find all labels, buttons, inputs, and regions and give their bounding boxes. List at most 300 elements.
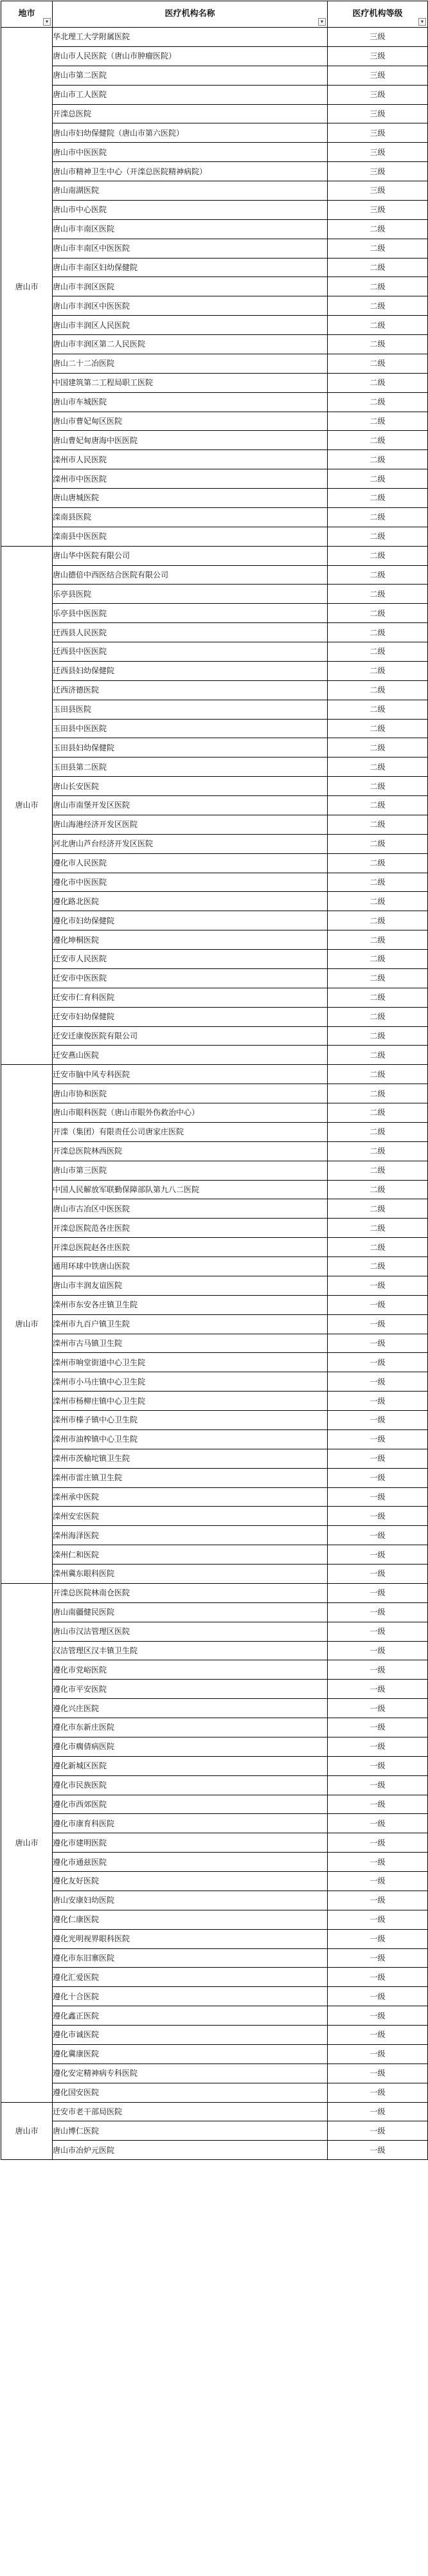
hospital-level-cell[interactable]: 二级 bbox=[328, 815, 428, 834]
table-row bbox=[1, 46, 428, 66]
table-row bbox=[1, 777, 428, 796]
hospital-name-cell[interactable]: 唐山市车城医院 bbox=[53, 392, 328, 412]
hospital-level-cell[interactable]: 二级 bbox=[328, 1257, 428, 1276]
hospital-level-cell[interactable]: 一级 bbox=[328, 2006, 428, 2026]
hospital-name-cell[interactable]: 唐山市妇幼保健院（唐山市第六医院） bbox=[53, 123, 328, 143]
hospital-level-cell[interactable]: 三级 bbox=[328, 28, 428, 47]
hospital-name-cell[interactable]: 滦州市响堂街道中心卫生院 bbox=[53, 1353, 328, 1372]
hospital-name-cell[interactable]: 唐山市南堡开发区医院 bbox=[53, 796, 328, 815]
hospital-name-cell[interactable]: 唐山德倍中西医结合医院有限公司 bbox=[53, 565, 328, 585]
hospital-name-cell[interactable]: 唐山南疆健民医院 bbox=[53, 1602, 328, 1622]
table-row bbox=[1, 1334, 428, 1353]
hospital-level-cell[interactable]: 二级 bbox=[328, 373, 428, 392]
dropdown-filter-icon[interactable]: ▾ bbox=[418, 18, 426, 26]
hospital-level-cell[interactable]: 三级 bbox=[328, 123, 428, 143]
hospital-level-cell[interactable]: 二级 bbox=[328, 507, 428, 527]
table-row bbox=[1, 1257, 428, 1276]
hospital-level-cell[interactable]: 一级 bbox=[328, 1718, 428, 1737]
hospital-name-cell[interactable]: 唐山市丰润区中医医院 bbox=[53, 296, 328, 316]
table-row bbox=[1, 1219, 428, 1238]
header-level[interactable] bbox=[328, 1, 428, 28]
table-row bbox=[1, 968, 428, 988]
hospital-name-cell[interactable]: 滦州市古马镇卫生院 bbox=[53, 1334, 328, 1353]
table-row bbox=[1, 1891, 428, 1910]
table-row bbox=[1, 1756, 428, 1775]
hospital-name-cell[interactable]: 遵化市妇幼保健院 bbox=[53, 911, 328, 930]
hospital-level-cell[interactable]: 二级 bbox=[328, 1161, 428, 1180]
hospital-name-cell[interactable]: 开滦（集团）有限责任公司唐家庄医院 bbox=[53, 1122, 328, 1141]
table-row bbox=[1, 450, 428, 469]
table-row bbox=[1, 661, 428, 680]
table-row bbox=[1, 738, 428, 757]
table-row bbox=[1, 1660, 428, 1680]
hospital-name-cell[interactable]: 滦州市中医医院 bbox=[53, 469, 328, 489]
hospital-level-cell[interactable]: 一级 bbox=[328, 1968, 428, 1987]
hospital-level-cell[interactable]: 一级 bbox=[328, 1795, 428, 1814]
hospital-name-cell[interactable]: 唐山市中医医院 bbox=[53, 143, 328, 162]
hospital-name-cell[interactable]: 唐山市丰南区中医医院 bbox=[53, 239, 328, 258]
table-row bbox=[1, 219, 428, 239]
hospital-name-cell[interactable]: 滦州市东安各庄镇卫生院 bbox=[53, 1295, 328, 1314]
hospital-name-cell[interactable]: 唐山市第三医院 bbox=[53, 1161, 328, 1180]
hospital-level-cell[interactable]: 二级 bbox=[328, 661, 428, 680]
hospital-level-cell[interactable]: 二级 bbox=[328, 527, 428, 546]
table-row bbox=[1, 1795, 428, 1814]
hospital-name-cell[interactable]: 唐山市人民医院（唐山市肿瘤医院） bbox=[53, 46, 328, 66]
hospital-name-cell[interactable]: 唐山长安医院 bbox=[53, 777, 328, 796]
table-row bbox=[1, 700, 428, 719]
hospital-level-cell[interactable]: 二级 bbox=[328, 1007, 428, 1026]
hospital-level-cell[interactable]: 一级 bbox=[328, 1565, 428, 1584]
hospital-name-cell[interactable]: 唐山市汉沽管理区医院 bbox=[53, 1622, 328, 1641]
hospital-level-cell[interactable]: 一级 bbox=[328, 1775, 428, 1795]
hospital-name-cell[interactable]: 遵化市瘸倩病医院 bbox=[53, 1737, 328, 1756]
hospital-name-cell[interactable]: 迁安市仁育科医院 bbox=[53, 988, 328, 1007]
hospital-level-cell[interactable]: 二级 bbox=[328, 623, 428, 642]
hospital-level-cell[interactable]: 二级 bbox=[328, 392, 428, 412]
hospital-level-cell[interactable]: 一级 bbox=[328, 1622, 428, 1641]
table-row bbox=[1, 1084, 428, 1103]
header-region[interactable] bbox=[1, 1, 53, 28]
hospital-level-cell[interactable]: 三级 bbox=[328, 143, 428, 162]
hospital-name-cell[interactable]: 遵化市平安医院 bbox=[53, 1680, 328, 1699]
table-row bbox=[1, 604, 428, 623]
city-cell[interactable]: 唐山市 bbox=[1, 1583, 53, 2102]
hospital-name-cell[interactable]: 开滦总医院赵各庄医院 bbox=[53, 1238, 328, 1257]
hospital-level-cell[interactable]: 二级 bbox=[328, 1065, 428, 1084]
hospital-level-cell[interactable]: 三级 bbox=[328, 104, 428, 123]
hospital-name-cell[interactable]: 唐山市古冶区中医医院 bbox=[53, 1199, 328, 1219]
hospital-level-cell[interactable]: 二级 bbox=[328, 738, 428, 757]
table-row bbox=[1, 2121, 428, 2141]
hospital-name-cell[interactable]: 遵化仁康医院 bbox=[53, 1910, 328, 1929]
table-row bbox=[1, 1872, 428, 1891]
table-row bbox=[1, 680, 428, 700]
hospital-name-cell[interactable]: 迁安迁康俊医院有限公司 bbox=[53, 1026, 328, 1046]
hospital-level-cell[interactable]: 二级 bbox=[328, 277, 428, 296]
hospital-name-cell[interactable]: 遵化市康育科医院 bbox=[53, 1814, 328, 1833]
hospital-level-cell[interactable]: 二级 bbox=[328, 796, 428, 815]
table-row bbox=[1, 1833, 428, 1853]
hospital-name-cell[interactable]: 遵化坤桐医院 bbox=[53, 930, 328, 950]
hospital-name-cell[interactable]: 唐山博仁医院 bbox=[53, 2121, 328, 2141]
hospital-name-cell[interactable]: 唐山市中心医院 bbox=[53, 200, 328, 219]
hospital-name-cell[interactable]: 唐山市眼科医院（唐山市眼外伤救治中心） bbox=[53, 1103, 328, 1123]
hospital-level-cell[interactable]: 一级 bbox=[328, 1602, 428, 1622]
hospital-name-cell[interactable]: 遵化新城区医院 bbox=[53, 1756, 328, 1775]
hospital-level-cell[interactable]: 二级 bbox=[328, 1084, 428, 1103]
hospital-level-cell[interactable]: 一级 bbox=[328, 1314, 428, 1334]
table-row bbox=[1, 988, 428, 1007]
hospital-level-cell[interactable]: 二级 bbox=[328, 431, 428, 450]
hospital-name-cell[interactable]: 玉田县妇幼保健院 bbox=[53, 738, 328, 757]
hospital-level-cell[interactable]: 一级 bbox=[328, 1833, 428, 1853]
hospital-level-cell[interactable]: 二级 bbox=[328, 1199, 428, 1219]
city-cell[interactable]: 唐山市 bbox=[1, 28, 53, 547]
hospital-name-cell[interactable]: 迁西济德医院 bbox=[53, 680, 328, 700]
hospital-name-cell[interactable]: 遵化市东旧寨医院 bbox=[53, 1948, 328, 1968]
hospital-level-cell[interactable]: 一级 bbox=[328, 1737, 428, 1756]
hospital-level-cell[interactable]: 二级 bbox=[328, 412, 428, 431]
hospital-name-cell[interactable]: 唐山二十二冶医院 bbox=[53, 354, 328, 373]
hospital-name-cell[interactable]: 遵化市通兹医院 bbox=[53, 1853, 328, 1872]
table-row bbox=[1, 1295, 428, 1314]
hospital-name-cell[interactable]: 滦州市茨榆坨镇卫生院 bbox=[53, 1449, 328, 1468]
hospital-level-cell[interactable]: 一级 bbox=[328, 1276, 428, 1295]
hospital-name-cell[interactable]: 唐山安康妇幼医院 bbox=[53, 1891, 328, 1910]
hospital-name-cell[interactable]: 唐山市冶炉元医院 bbox=[53, 2141, 328, 2160]
hospital-name-cell[interactable]: 玉田县医院 bbox=[53, 700, 328, 719]
hospital-name-cell[interactable]: 滦州市人民医院 bbox=[53, 450, 328, 469]
hospital-name-cell[interactable]: 唐山唐城医院 bbox=[53, 489, 328, 508]
hospital-level-cell[interactable]: 二级 bbox=[328, 258, 428, 277]
hospital-level-cell[interactable]: 二级 bbox=[328, 335, 428, 354]
hospital-level-cell[interactable]: 一级 bbox=[328, 1660, 428, 1680]
hospital-name-cell[interactable]: 唐山曹妃甸唐海中医医院 bbox=[53, 431, 328, 450]
hospital-level-cell[interactable]: 二级 bbox=[328, 930, 428, 950]
table-row bbox=[1, 527, 428, 546]
hospital-level-cell[interactable]: 一级 bbox=[328, 1334, 428, 1353]
hospital-level-cell[interactable]: 一级 bbox=[328, 1295, 428, 1314]
hospital-level-cell[interactable]: 一级 bbox=[328, 2026, 428, 2045]
hospital-level-cell[interactable]: 二级 bbox=[328, 1238, 428, 1257]
hospital-name-cell[interactable]: 唐山市丰润友谊医院 bbox=[53, 1276, 328, 1295]
table-row bbox=[1, 123, 428, 143]
table-row bbox=[1, 1737, 428, 1756]
hospital-level-cell[interactable]: 一级 bbox=[328, 1891, 428, 1910]
hospital-level-cell[interactable]: 二级 bbox=[328, 719, 428, 738]
hospital-name-cell[interactable]: 迁西县人民医院 bbox=[53, 623, 328, 642]
hospital-name-cell[interactable]: 遵化市民族医院 bbox=[53, 1775, 328, 1795]
table-row bbox=[1, 2044, 428, 2064]
hospital-level-cell[interactable]: 二级 bbox=[328, 219, 428, 239]
hospital-name-cell[interactable]: 唐山市丰润区人民医院 bbox=[53, 316, 328, 335]
hospital-level-cell[interactable]: 二级 bbox=[328, 834, 428, 853]
hospital-name-cell[interactable]: 唐山市第二医院 bbox=[53, 66, 328, 85]
hospital-name-cell[interactable]: 唐山市丰润区医院 bbox=[53, 277, 328, 296]
hospital-name-cell[interactable]: 迁安市妇幼保健院 bbox=[53, 1007, 328, 1026]
header-name[interactable] bbox=[53, 1, 328, 28]
hospital-name-cell[interactable]: 通用环球中铁唐山医院 bbox=[53, 1257, 328, 1276]
table-row bbox=[1, 796, 428, 815]
hospital-name-cell[interactable]: 遵化光明视界眼科医院 bbox=[53, 1929, 328, 1948]
hospital-level-cell[interactable]: 一级 bbox=[328, 2064, 428, 2083]
hospital-name-cell[interactable]: 滦州市雷庄镇卫生院 bbox=[53, 1468, 328, 1487]
hospital-level-cell[interactable]: 二级 bbox=[328, 1103, 428, 1123]
table-row bbox=[1, 1449, 428, 1468]
hospital-name-cell[interactable]: 华北理工大学附属医院 bbox=[53, 28, 328, 47]
hospital-level-cell[interactable]: 一级 bbox=[328, 1411, 428, 1430]
table-row bbox=[1, 1987, 428, 2006]
table-row bbox=[1, 1565, 428, 1584]
table-row bbox=[1, 66, 428, 85]
hospital-name-cell[interactable]: 中国人民解放军联勤保障部队第九八二医院 bbox=[53, 1180, 328, 1199]
hospital-name-cell[interactable]: 滦州海泽医院 bbox=[53, 1526, 328, 1545]
hospital-level-cell[interactable]: 一级 bbox=[328, 1468, 428, 1487]
hospital-name-cell[interactable]: 滦南县中医医院 bbox=[53, 527, 328, 546]
table-row bbox=[1, 1641, 428, 1660]
hospital-name-cell[interactable]: 遵化市西郊医院 bbox=[53, 1795, 328, 1814]
hospital-name-cell[interactable]: 遵化市建明医院 bbox=[53, 1833, 328, 1853]
hospital-level-cell[interactable]: 三级 bbox=[328, 66, 428, 85]
table-row bbox=[1, 1353, 428, 1372]
hospital-level-cell[interactable]: 二级 bbox=[328, 1141, 428, 1161]
hospital-name-cell[interactable]: 遵化冀康医院 bbox=[53, 2044, 328, 2064]
hospital-name-cell[interactable]: 河北唐山芦台经济开发区医院 bbox=[53, 834, 328, 853]
hospital-level-cell[interactable]: 二级 bbox=[328, 680, 428, 700]
hospital-name-cell[interactable]: 遵化路北医院 bbox=[53, 892, 328, 911]
table-row bbox=[1, 431, 428, 450]
hospital-name-cell[interactable]: 迁安市老干部局医院 bbox=[53, 2102, 328, 2121]
hospital-name-cell[interactable]: 唐山市丰南区妇幼保健院 bbox=[53, 258, 328, 277]
hospital-level-cell[interactable]: 一级 bbox=[328, 2044, 428, 2064]
hospital-level-cell[interactable]: 一级 bbox=[328, 1545, 428, 1565]
hospital-name-cell[interactable]: 遵化十合医院 bbox=[53, 1987, 328, 2006]
table-row bbox=[1, 1372, 428, 1392]
hospital-level-cell[interactable]: 二级 bbox=[328, 1180, 428, 1199]
hospital-name-cell[interactable]: 乐亭县医院 bbox=[53, 585, 328, 604]
hospital-name-cell[interactable]: 迁安市脑中风专科医院 bbox=[53, 1065, 328, 1084]
table-row bbox=[1, 2026, 428, 2045]
hospital-level-cell[interactable]: 二级 bbox=[328, 565, 428, 585]
table-row bbox=[1, 1161, 428, 1180]
hospital-level-cell[interactable]: 二级 bbox=[328, 546, 428, 565]
hospital-level-cell[interactable]: 三级 bbox=[328, 85, 428, 104]
hospital-level-cell[interactable]: 二级 bbox=[328, 1219, 428, 1238]
hospital-level-cell[interactable]: 一级 bbox=[328, 1910, 428, 1929]
table-row bbox=[1, 1314, 428, 1334]
hospital-level-cell[interactable]: 二级 bbox=[328, 642, 428, 662]
hospital-level-cell[interactable]: 一级 bbox=[328, 1948, 428, 1968]
dropdown-filter-icon[interactable]: ▾ bbox=[318, 18, 326, 26]
hospital-name-cell[interactable]: 滦州安宏医院 bbox=[53, 1507, 328, 1526]
hospital-name-cell[interactable]: 开滦总医院范各庄医院 bbox=[53, 1219, 328, 1238]
hospital-name-cell[interactable]: 唐山市协和医院 bbox=[53, 1084, 328, 1103]
hospital-name-cell[interactable]: 滦州承中医院 bbox=[53, 1487, 328, 1507]
table-row bbox=[1, 162, 428, 181]
hospital-name-cell[interactable]: 唐山市精神卫生中心（开滦总医院精神病院） bbox=[53, 162, 328, 181]
table-row bbox=[1, 1526, 428, 1545]
hospital-name-cell[interactable]: 遵化市中医医院 bbox=[53, 873, 328, 892]
city-cell[interactable]: 唐山市 bbox=[1, 546, 53, 1065]
hospital-level-cell[interactable]: 二级 bbox=[328, 950, 428, 969]
table-row bbox=[1, 1545, 428, 1565]
hospital-name-cell[interactable]: 开滦总医院林南仓医院 bbox=[53, 1583, 328, 1602]
city-cell[interactable]: 唐山市 bbox=[1, 2102, 53, 2160]
hospital-name-cell[interactable]: 迁西县妇幼保健院 bbox=[53, 661, 328, 680]
hospital-level-cell[interactable]: 一级 bbox=[328, 1429, 428, 1449]
hospital-name-cell[interactable]: 遵化兴庄医院 bbox=[53, 1699, 328, 1718]
hospital-name-cell[interactable]: 迁安市人民医院 bbox=[53, 950, 328, 969]
hospital-level-cell[interactable]: 二级 bbox=[328, 604, 428, 623]
hospital-name-cell[interactable]: 滦州市油榨镇中心卫生院 bbox=[53, 1429, 328, 1449]
hospital-level-cell[interactable]: 三级 bbox=[328, 162, 428, 181]
hospital-name-cell[interactable]: 唐山市丰南区医院 bbox=[53, 219, 328, 239]
hospital-level-cell[interactable]: 一级 bbox=[328, 2102, 428, 2121]
table-row bbox=[1, 1141, 428, 1161]
hospital-name-cell[interactable]: 滦州市九百户镇卫生院 bbox=[53, 1314, 328, 1334]
table-row bbox=[1, 1968, 428, 1987]
hospital-name-cell[interactable]: 唐山华中医院有限公司 bbox=[53, 546, 328, 565]
hospital-name-cell[interactable]: 唐山海港经济开发区医院 bbox=[53, 815, 328, 834]
hospital-level-cell[interactable]: 二级 bbox=[328, 354, 428, 373]
hospital-name-cell[interactable]: 遵化汇爱医院 bbox=[53, 1968, 328, 1987]
hospital-level-cell[interactable]: 三级 bbox=[328, 181, 428, 201]
hospital-name-cell[interactable]: 滦南县医院 bbox=[53, 507, 328, 527]
table-row bbox=[1, 392, 428, 412]
table-row bbox=[1, 1487, 428, 1507]
city-cell[interactable]: 唐山市 bbox=[1, 1065, 53, 1584]
table-row bbox=[1, 623, 428, 642]
hospital-level-cell[interactable]: 一级 bbox=[328, 1699, 428, 1718]
hospital-level-cell[interactable]: 二级 bbox=[328, 853, 428, 873]
table-row bbox=[1, 181, 428, 201]
table-row bbox=[1, 1392, 428, 1411]
hospital-level-cell[interactable]: 二级 bbox=[328, 988, 428, 1007]
table-row bbox=[1, 354, 428, 373]
table-row bbox=[1, 1411, 428, 1430]
hospital-name-cell[interactable]: 开滦总医院 bbox=[53, 104, 328, 123]
hospital-name-cell[interactable]: 遵化国安医院 bbox=[53, 2083, 328, 2102]
hospital-name-cell[interactable]: 迁西县中医医院 bbox=[53, 642, 328, 662]
hospital-level-cell[interactable]: 一级 bbox=[328, 1756, 428, 1775]
hospital-name-cell[interactable]: 滦州仁和医院 bbox=[53, 1545, 328, 1565]
hospital-level-cell[interactable]: 二级 bbox=[328, 585, 428, 604]
hospital-level-cell[interactable]: 一级 bbox=[328, 1372, 428, 1392]
hospital-level-cell[interactable]: 一级 bbox=[328, 1987, 428, 2006]
hospital-name-cell[interactable]: 玉田县第二医院 bbox=[53, 757, 328, 777]
hospital-level-cell[interactable]: 一级 bbox=[328, 1449, 428, 1468]
hospital-name-cell[interactable]: 唐山市丰润区第二人民医院 bbox=[53, 335, 328, 354]
hospital-name-cell[interactable]: 遵化市东新庄医院 bbox=[53, 1718, 328, 1737]
hospital-level-cell[interactable]: 一级 bbox=[328, 1583, 428, 1602]
hospital-level-cell[interactable]: 一级 bbox=[328, 2121, 428, 2141]
hospital-name-cell[interactable]: 遵化市诚医院 bbox=[53, 2026, 328, 2045]
hospital-name-cell[interactable]: 唐山市工人医院 bbox=[53, 85, 328, 104]
hospital-level-cell[interactable]: 一级 bbox=[328, 1641, 428, 1660]
hospital-level-cell[interactable]: 二级 bbox=[328, 469, 428, 489]
hospital-level-cell[interactable]: 一级 bbox=[328, 1929, 428, 1948]
table-row bbox=[1, 489, 428, 508]
table-row bbox=[1, 873, 428, 892]
hospital-level-cell[interactable]: 一级 bbox=[328, 1392, 428, 1411]
table-row bbox=[1, 85, 428, 104]
table-row bbox=[1, 853, 428, 873]
table-row bbox=[1, 258, 428, 277]
hospital-level-cell[interactable]: 二级 bbox=[328, 777, 428, 796]
hospital-level-cell[interactable]: 二级 bbox=[328, 489, 428, 508]
table-row bbox=[1, 412, 428, 431]
hospital-name-cell[interactable]: 遵化市党峪医院 bbox=[53, 1660, 328, 1680]
hospital-name-cell[interactable]: 遵化鑫正医院 bbox=[53, 2006, 328, 2026]
hospital-name-cell[interactable]: 玉田县中医医院 bbox=[53, 719, 328, 738]
hospital-name-cell[interactable]: 遵化市人民医院 bbox=[53, 853, 328, 873]
hospital-level-cell[interactable]: 二级 bbox=[328, 450, 428, 469]
hospital-level-cell[interactable]: 一级 bbox=[328, 1872, 428, 1891]
hospital-name-cell[interactable]: 遵化安定精神病专科医院 bbox=[53, 2064, 328, 2083]
table-row bbox=[1, 296, 428, 316]
table-row bbox=[1, 815, 428, 834]
table-row bbox=[1, 1007, 428, 1026]
hospital-level-cell[interactable]: 二级 bbox=[328, 316, 428, 335]
hospital-level-cell[interactable]: 二级 bbox=[328, 1026, 428, 1046]
hospital-name-cell[interactable]: 中国建筑第二工程局职工医院 bbox=[53, 373, 328, 392]
hospital-level-cell[interactable]: 一级 bbox=[328, 1353, 428, 1372]
hospital-name-cell[interactable]: 滦州冀东眼科医院 bbox=[53, 1565, 328, 1584]
hospital-level-cell[interactable]: 一级 bbox=[328, 2083, 428, 2102]
table-row bbox=[1, 950, 428, 969]
hospital-level-cell[interactable]: 一级 bbox=[328, 1853, 428, 1872]
hospital-level-cell[interactable]: 一级 bbox=[328, 2141, 428, 2160]
hospital-level-cell[interactable]: 二级 bbox=[328, 968, 428, 988]
hospital-level-cell[interactable]: 二级 bbox=[328, 700, 428, 719]
hospital-name-cell[interactable]: 滦州市杨柳庄镇中心卫生院 bbox=[53, 1392, 328, 1411]
hospital-level-cell[interactable]: 三级 bbox=[328, 200, 428, 219]
hospital-level-cell[interactable]: 三级 bbox=[328, 46, 428, 66]
hospital-name-cell[interactable]: 唐山市曹妃甸区医院 bbox=[53, 412, 328, 431]
hospital-level-cell[interactable]: 一级 bbox=[328, 1680, 428, 1699]
hospital-name-cell[interactable]: 迁安市中医医院 bbox=[53, 968, 328, 988]
hospital-level-cell[interactable]: 二级 bbox=[328, 1046, 428, 1065]
hospital-name-cell[interactable]: 迁安燕山医院 bbox=[53, 1046, 328, 1065]
table-row bbox=[1, 1910, 428, 1929]
hospital-level-cell[interactable]: 二级 bbox=[328, 757, 428, 777]
hospital-level-cell[interactable]: 二级 bbox=[328, 1122, 428, 1141]
hospital-level-cell[interactable]: 一级 bbox=[328, 1526, 428, 1545]
table-row bbox=[1, 1103, 428, 1123]
hospital-level-cell[interactable]: 二级 bbox=[328, 239, 428, 258]
hospital-level-cell[interactable]: 二级 bbox=[328, 892, 428, 911]
table-row bbox=[1, 834, 428, 853]
hospital-name-cell[interactable]: 滦州市榛子镇中心卫生院 bbox=[53, 1411, 328, 1430]
hospital-level-cell[interactable]: 二级 bbox=[328, 911, 428, 930]
dropdown-filter-icon[interactable]: ▾ bbox=[43, 18, 51, 26]
hospital-level-cell[interactable]: 二级 bbox=[328, 873, 428, 892]
hospital-level-cell[interactable]: 一级 bbox=[328, 1487, 428, 1507]
header-region-label: 地市 bbox=[18, 9, 35, 19]
hospital-name-cell[interactable]: 滦州市小马庄镇中心卫生院 bbox=[53, 1372, 328, 1392]
hospital-name-cell[interactable]: 开滦总医院林西医院 bbox=[53, 1141, 328, 1161]
hospital-level-cell[interactable]: 一级 bbox=[328, 1814, 428, 1833]
hospital-name-cell[interactable]: 汉沽管理区汉丰镇卫生院 bbox=[53, 1641, 328, 1660]
hospital-name-cell[interactable]: 遵化友好医院 bbox=[53, 1872, 328, 1891]
hospital-table bbox=[1, 1, 428, 2160]
hospital-name-cell[interactable]: 唐山南湖医院 bbox=[53, 181, 328, 201]
hospital-name-cell[interactable]: 乐亭县中医医院 bbox=[53, 604, 328, 623]
table-row bbox=[1, 1718, 428, 1737]
hospital-level-cell[interactable]: 一级 bbox=[328, 1507, 428, 1526]
hospital-level-cell[interactable]: 二级 bbox=[328, 296, 428, 316]
